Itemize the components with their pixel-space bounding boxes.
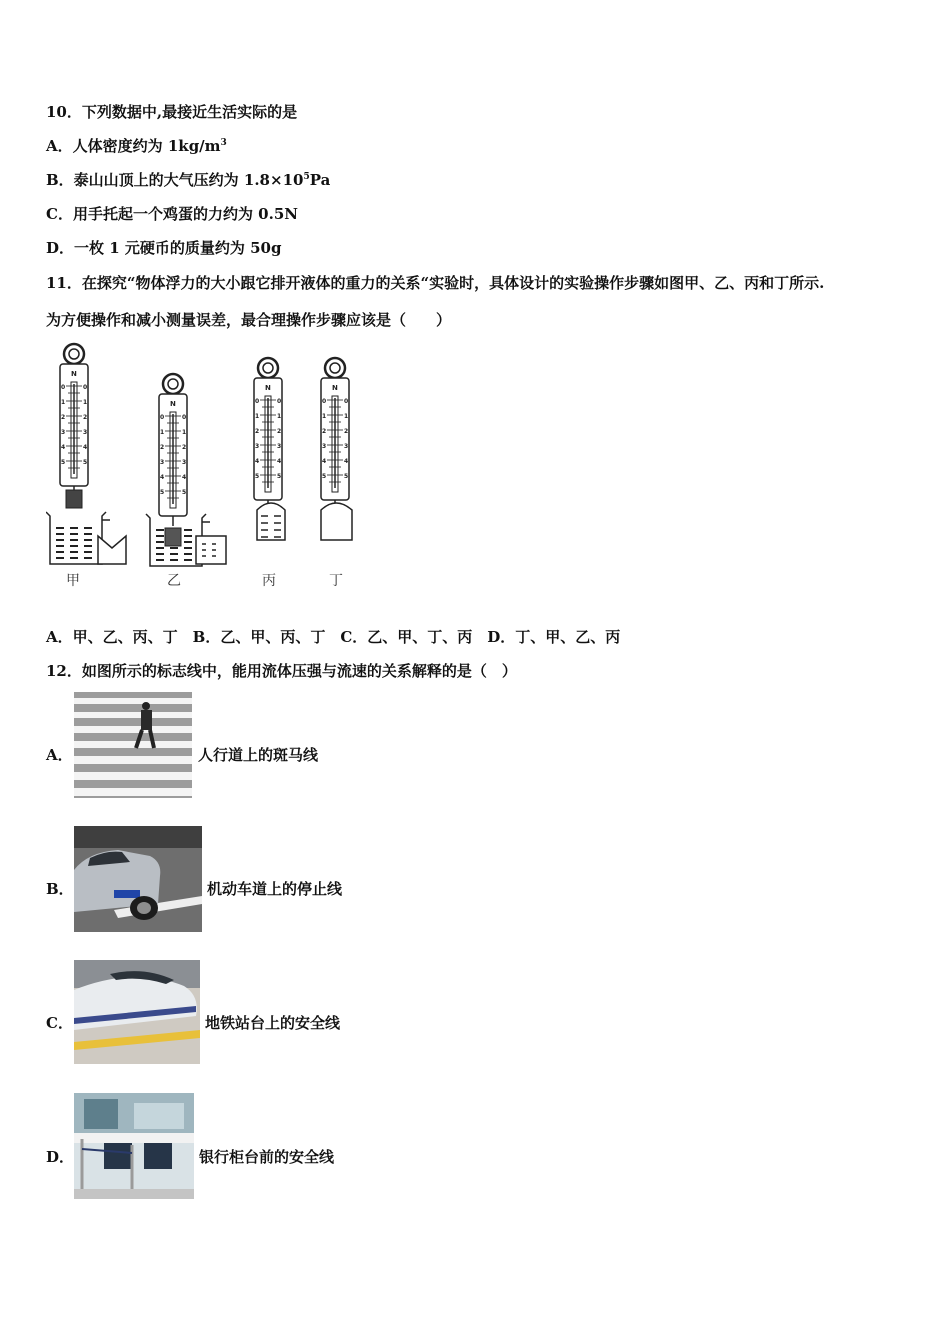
q12-option-d-letter: D．: [46, 1148, 75, 1166]
scale-tick-label: 3: [255, 443, 260, 450]
q10-stem: 10．下列数据中,最接近生活实际的是: [46, 103, 298, 121]
scale-tick-label: 0: [277, 398, 282, 405]
scale-unit-label: N: [265, 384, 271, 392]
scale-tick-label: 1: [322, 413, 327, 420]
q11-stem-line1: 11．在探究“物体浮力的大小跟它排开液体的重力的关系“实验时，具体设计的实验操作步骤如图甲、乙、丙和丁所示.: [46, 274, 825, 292]
scale-tick-label: 0: [344, 398, 349, 405]
scale-tick-label: 4: [160, 474, 165, 481]
scale-tick-label: 4: [61, 444, 66, 451]
scale-tick-label: 3: [277, 443, 282, 450]
scale-tick-label: 1: [182, 429, 187, 436]
figure-label-yi: 乙: [167, 573, 181, 589]
q12-option-a-letter: A．: [46, 746, 73, 764]
scale-tick-label: 5: [83, 459, 88, 466]
scale-tick-label: 0: [160, 414, 165, 421]
scale-tick-label: 2: [277, 428, 282, 435]
scale-tick-label: 1: [83, 399, 88, 406]
scale-tick-label: 5: [255, 473, 260, 480]
scale-tick-label: 2: [322, 428, 327, 435]
scale-tick-label: 3: [182, 459, 187, 466]
scale-tick-label: 1: [160, 429, 165, 436]
scale-tick-label: 4: [255, 458, 260, 465]
scale-tick-label: 4: [182, 474, 187, 481]
scale-tick-label: 2: [160, 444, 165, 451]
scale-tick-label: 0: [322, 398, 327, 405]
q10-option-d: D．一枚 1 元硬币的质量约为 50g: [46, 239, 282, 257]
scale-tick-label: 5: [277, 473, 282, 480]
scale-tick-label: 1: [255, 413, 260, 420]
scale-tick-label: 4: [277, 458, 282, 465]
q11-options: A．甲、乙、丙、丁 B．乙、甲、丙、丁 C．乙、甲、丁、丙 D．丁、甲、乙、丙: [46, 628, 621, 646]
scale-tick-label: 0: [255, 398, 260, 405]
scale-tick-label: 4: [322, 458, 327, 465]
q12-option-b-letter: B．: [46, 880, 74, 898]
scale-tick-label: 3: [344, 443, 349, 450]
scale-tick-label: 3: [160, 459, 165, 466]
figure-label-ding: 丁: [329, 573, 343, 589]
q10-option-a: A．人体密度约为 $1kg/m^3$: [46, 137, 227, 155]
q12-option-c-letter: C．: [46, 1014, 73, 1032]
scale-unit-label: N: [71, 370, 77, 378]
car-stop-line-photo: [74, 826, 202, 932]
scale-tick-label: 3: [61, 429, 66, 436]
scale-tick-label: 0: [61, 384, 66, 391]
scale-tick-label: 5: [182, 489, 187, 496]
zebra-crossing-photo: [74, 692, 192, 798]
bank-counter-photo: [74, 1093, 194, 1199]
spring-scale-figure: [46, 342, 358, 594]
scale-tick-label: 5: [322, 473, 327, 480]
figure-label-jia: 甲: [66, 573, 80, 589]
scale-unit-label: N: [170, 400, 176, 408]
q10-option-c: C．用手托起一个鸡蛋的力约为 0.5N: [46, 205, 298, 223]
q10-option-b: B．泰山山顶上的大气压约为 $1.8\times 10^5Pa$: [46, 171, 331, 189]
scale-unit-label: N: [332, 384, 338, 392]
q12-option-b-text: 机动车道上的停止线: [207, 880, 343, 898]
scale-tick-label: 1: [61, 399, 66, 406]
scale-tick-label: 1: [277, 413, 282, 420]
q12-stem: 12．如图所示的标志线中，能用流体压强与流速的关系解释的是（ ）: [46, 662, 517, 680]
train-platform-photo: [74, 960, 200, 1064]
scale-tick-label: 3: [322, 443, 327, 450]
scale-tick-label: 0: [182, 414, 187, 421]
scale-tick-label: 2: [83, 414, 88, 421]
scale-tick-label: 2: [61, 414, 66, 421]
scale-tick-label: 3: [83, 429, 88, 436]
q11-stem-line2: 为方便操作和减小测量误差，最合理操作步骤应该是（ ）: [46, 311, 452, 329]
q12-option-c-text: 地铁站台上的安全线: [205, 1014, 341, 1032]
scale-tick-label: 4: [344, 458, 349, 465]
q12-option-a-text: 人行道上的斑马线: [198, 746, 319, 764]
figure-label-bing: 丙: [262, 573, 276, 589]
q12-option-d-text: 银行柜台前的安全线: [199, 1148, 335, 1166]
scale-tick-label: 2: [255, 428, 260, 435]
scale-tick-label: 2: [344, 428, 349, 435]
scale-tick-label: 2: [182, 444, 187, 451]
scale-tick-label: 5: [160, 489, 165, 496]
scale-tick-label: 5: [344, 473, 349, 480]
scale-tick-label: 4: [83, 444, 88, 451]
scale-tick-label: 1: [344, 413, 349, 420]
scale-tick-label: 5: [61, 459, 66, 466]
scale-tick-label: 0: [83, 384, 88, 391]
